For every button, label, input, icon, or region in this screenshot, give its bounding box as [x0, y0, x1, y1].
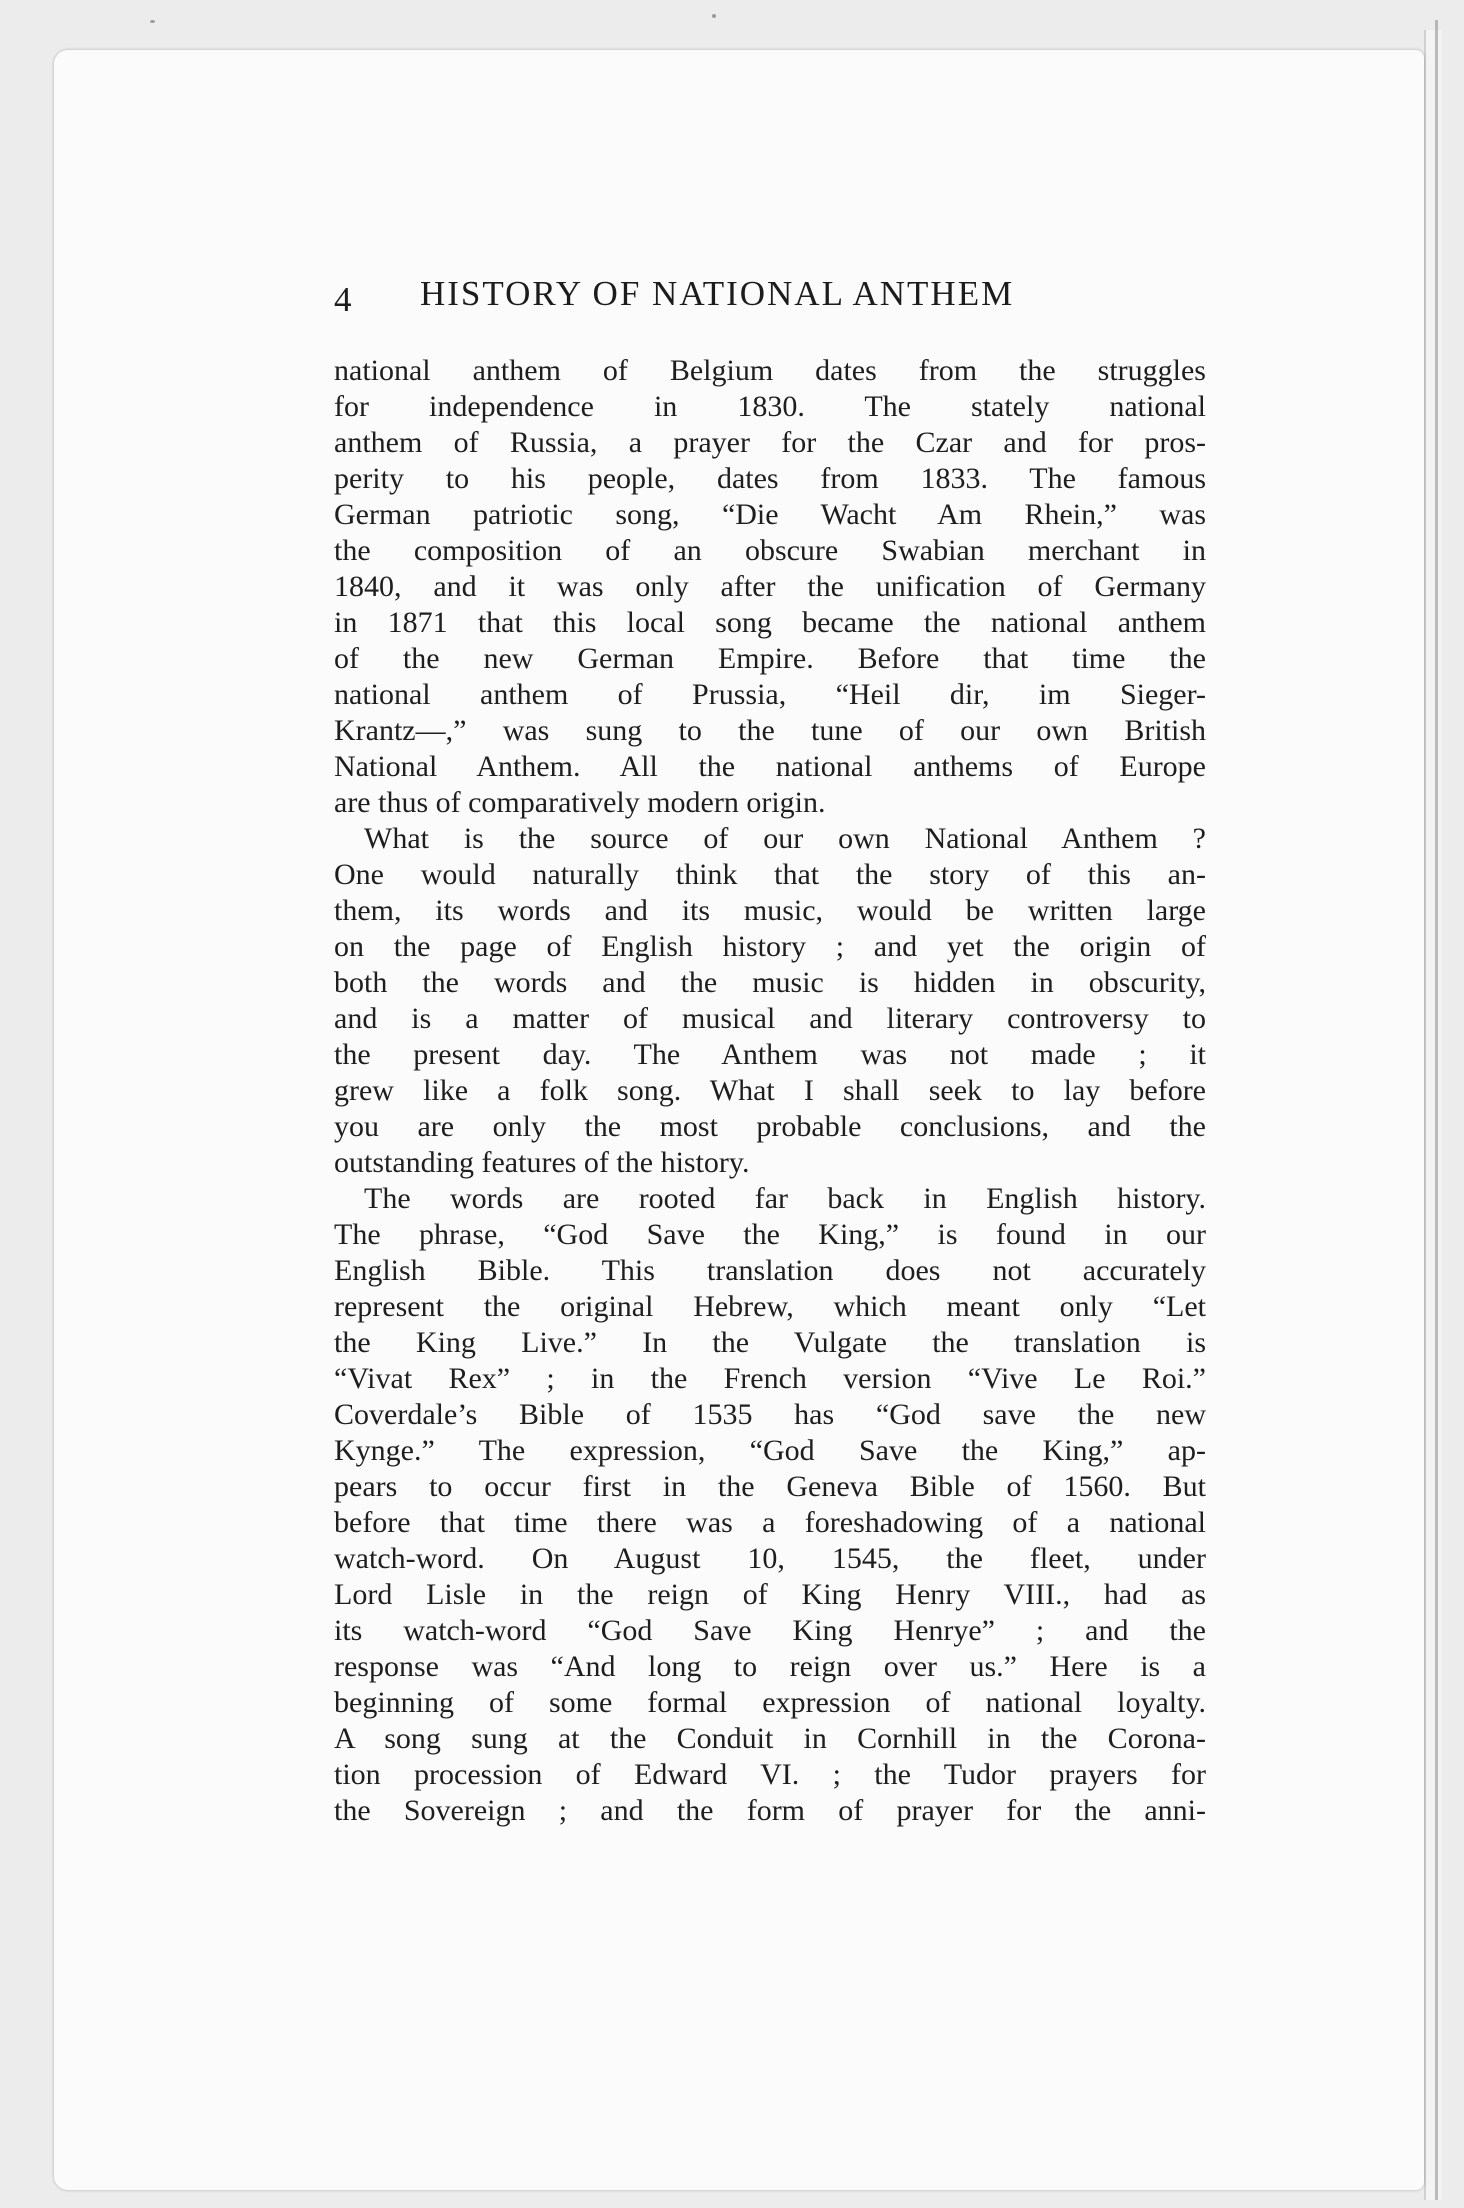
text-line: the King Live.” In the Vulgate the translation is — [334, 1326, 1206, 1359]
text-line: national anthem of Prussia, “Heil dir, im Sieger- — [334, 678, 1206, 711]
text-line: response was “And long to reign over us.” Here is a — [334, 1650, 1206, 1683]
text-line: What is the source of our own National Anthem ? — [364, 822, 1206, 855]
running-header — [334, 270, 1206, 320]
text-line: and is a matter of musical and literary controversy to — [334, 1002, 1206, 1035]
text-line: perity to his people, dates from 1833. The famous — [334, 462, 1206, 495]
text-line: Krantz—,” was sung to the tune of our own British — [334, 714, 1206, 747]
text-line: grew like a folk song. What I shall seek to lay before — [334, 1074, 1206, 1107]
text-line: national anthem of Belgium dates from the struggles — [334, 354, 1206, 387]
text-line: them, its words and its music, would be written large — [334, 894, 1206, 927]
page-crease — [1435, 20, 1438, 2200]
text-line: on the page of English history ; and yet the origin of — [334, 930, 1206, 963]
text-line: tion procession of Edward VI. ; the Tudor prayers for — [334, 1758, 1206, 1791]
text-line: the composition of an obscure Swabian merchant in — [334, 534, 1206, 567]
text-line: in 1871 that this local song became the national anthem — [334, 606, 1206, 639]
text-line: both the words and the music is hidden in obscurity, — [334, 966, 1206, 999]
text-line: watch-word. On August 10, 1545, the fleet, under — [334, 1542, 1206, 1575]
dust-speck — [712, 14, 716, 18]
text-line: outstanding features of the history. — [334, 1146, 750, 1179]
text-line: represent the original Hebrew, which meant only “Let — [334, 1290, 1206, 1323]
body-text — [334, 353, 1206, 1829]
text-line: German patriotic song, “Die Wacht Am Rhein,” was — [334, 498, 1206, 531]
dust-speck — [150, 20, 155, 23]
text-line: One would naturally think that the story of this an- — [334, 858, 1206, 891]
text-line: anthem of Russia, a prayer for the Czar and for pros- — [334, 426, 1206, 459]
text-line: the present day. The Anthem was not made ; it — [334, 1038, 1206, 1071]
text-line: A song sung at the Conduit in Cornhill in the Corona- — [334, 1722, 1206, 1755]
text-line: are thus of comparatively modern origin. — [334, 786, 826, 819]
text-line: its watch-word “God Save King Henrye” ; and the — [334, 1614, 1206, 1647]
text-line: Kynge.” The expression, “God Save the King,” ap- — [334, 1434, 1206, 1467]
text-line: Coverdale’s Bible of 1535 has “God save the new — [334, 1398, 1206, 1431]
text-line: before that time there was a foreshadowing of a national — [334, 1506, 1206, 1539]
text-line: beginning of some formal expression of national loyalty. — [334, 1686, 1206, 1719]
text-line: National Anthem. All the national anthems of Europe — [334, 750, 1206, 783]
text-line: the Sovereign ; and the form of prayer for the anni- — [334, 1794, 1206, 1827]
text-line: The words are rooted far back in English history. — [364, 1182, 1206, 1215]
text-line: of the new German Empire. Before that time the — [334, 642, 1206, 675]
text-line: pears to occur first in the Geneva Bible of 1560. But — [334, 1470, 1206, 1503]
text-line: “Vivat Rex” ; in the French version “Vive Le Roi.” — [334, 1362, 1206, 1395]
text-line: for independence in 1830. The stately national — [334, 390, 1206, 423]
adjacent-page-edge — [1424, 30, 1442, 2200]
text-line: 1840, and it was only after the unification of Germany — [334, 570, 1206, 603]
running-title: HISTORY OF NATIONAL ANTHEM — [420, 274, 1015, 313]
text-line: Lord Lisle in the reign of King Henry VIII., had as — [334, 1578, 1206, 1611]
text-line: English Bible. This translation does not accurately — [334, 1254, 1206, 1287]
text-line: you are only the most probable conclusions, and the — [334, 1110, 1206, 1143]
page-number: 4 — [334, 280, 354, 319]
text-line: The phrase, “God Save the King,” is found in our — [334, 1218, 1206, 1251]
